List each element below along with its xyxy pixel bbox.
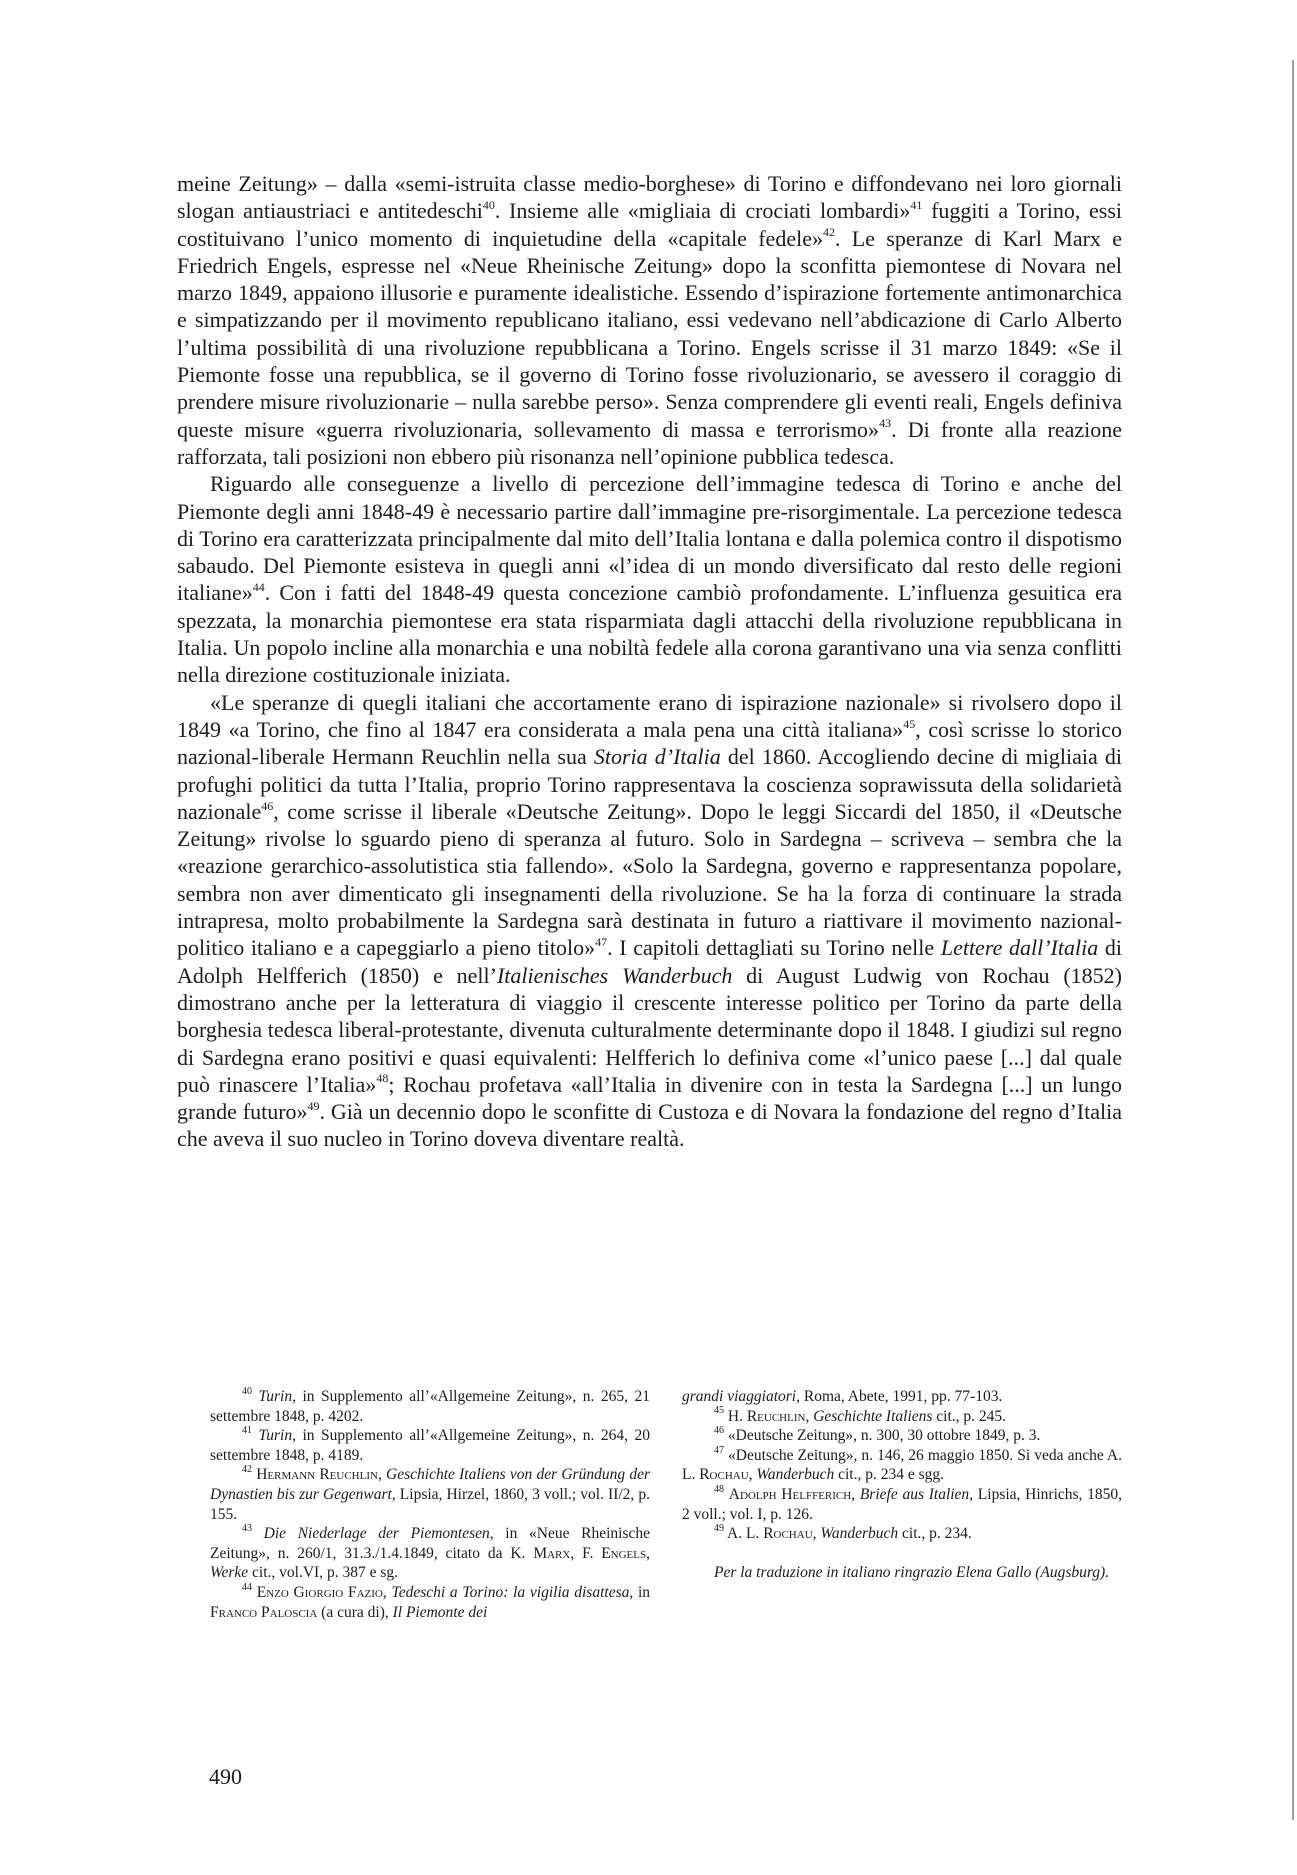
body-paragraph	[177, 689, 1122, 1153]
footnote	[682, 1407, 1122, 1427]
footnote	[682, 1524, 1122, 1544]
text-run: meine Zeitung» – dalla «semi-istruita classe medio-borghese» di Torino e diffondevano nei loro giornali slogan antiaustriaci e antitedeschi	[177, 171, 1122, 224]
footnote-ref: 44	[242, 1581, 252, 1593]
italic-text: grandi viaggiatori	[682, 1388, 797, 1405]
small-caps-text: Franco Paloscia	[210, 1603, 318, 1621]
text-run: , F.	[570, 1544, 602, 1562]
text-run: , Lipsia, Hinrichs, 1850, 2 voll.; vol. I, p. 126.	[682, 1485, 1123, 1523]
footnote	[210, 1524, 650, 1583]
text-run: , in Supplemento all’«Allgemeine Zeitung», n. 265, 21 settembre 1848, p. 4202.	[210, 1388, 650, 1425]
footnote-ref: 46	[261, 798, 274, 813]
text-run: , così scrisse lo storico nazional-liberale Hermann Reuchlin nella sua	[177, 716, 1122, 770]
page-edge-line	[1292, 60, 1294, 1820]
text-run: . Già un decennio dopo le sconfitte di Custoza e di Novara la fondazione del regno d’Italia che aveva il suo nucleo in Torino doveva diventare realtà.	[177, 1099, 1122, 1152]
text-run: di Adolph Helfferich (1850) e nell’	[177, 935, 1122, 988]
text-run: . Insieme alle «migliaia di crociati lombardi»	[494, 198, 911, 224]
text-run: fuggiti a Torino, essi costituivano l’unico momento di inquietudine della «capitale fedele»	[177, 198, 1123, 251]
footnote-ref: 42	[822, 225, 835, 240]
text-run: ,	[646, 1544, 650, 1562]
footnote-ref: 47	[714, 1444, 724, 1456]
italic-text: Briefe aus Italien	[859, 1485, 970, 1503]
text-run: A. L.	[724, 1525, 764, 1543]
footnote-ref: 41	[910, 197, 923, 212]
italic-text: Tedeschi a Torino: la vigilia disattesa	[391, 1583, 630, 1601]
small-caps-text: Engels	[601, 1544, 647, 1562]
text-run: . Con i fatti del 1848-49 questa concezione cambiò profondamente. L’influenza gesuitica era spezzata, la monarchia piemontese era stata risparmiata dagli attacchi della rivoluzione repubblicana in Italia. Un popolo incline alla monarchia e una nobiltà fedele alla corona garantivano una via senza conflitti nella direzione costituzionale iniziata.	[177, 580, 1122, 688]
footnotes-right-list	[682, 1387, 1122, 1544]
small-caps-text: Adolph Helfferich	[728, 1485, 852, 1503]
small-caps-text: Hermann Reuchlin	[256, 1466, 378, 1484]
text-run: , come scrisse il liberale «Deutsche Zeitung». Dopo le leggi Siccardi del 1850, il «Deutsche Zeitung» rivolse lo sguardo pieno di speranza al futuro. Solo in Sardegna – scriveva – sembra che la «reazione gerarchico-assolutistica stia fallendo». «Solo la Sardegna, governo e rappresentanza popolare, sembra non aver dimenticato gli insegnamenti della rivoluzione. Se ha la forza di continuare la strada intrapresa, molto probabilmente la Sardegna sarà destinata in futuro a riattivare il movimento nazional-politico italiano e a capeggiarlo a pieno titolo»	[177, 798, 1122, 961]
body-paragraph	[177, 170, 1122, 470]
text-run: H.	[724, 1407, 747, 1425]
footnote	[210, 1465, 650, 1524]
text-run: di August Ludwig von Rochau (1852) dimostrano anche per la letteratura di viaggio il crescente interesse politico per Torino da parte della borghesia tedesca liberal-protestante, divenuta culturalmente determinante dopo il 1848. I giudizi sul regno di Sardegna erano positivi e quasi equivalenti: Helfferich lo definiva come «l’unico paese [...] dal quale può rinascere l’Italia»	[177, 962, 1122, 1097]
footnote-ref: 43	[242, 1523, 252, 1534]
text-run: . Le speranze di Karl Marx e Friedrich Engels, espresse nel «Neue Rheinische Zeitung» dopo la sconfitta piemontese di Novara nel marzo 1849, appaiono illusorie e puramente idealistiche. Essendo d’ispirazione fortemente antimonarchica e simpatizzando per il movimento republicano italiano, essi vedevano nell’abdicazione di Carlo Alberto l’ultima possibilità di una rivoluzione repubblicana a Torino. Engels scrisse il 31 marzo 1849: «Se il Piemonte fosse una repubblica, se il governo di Torino fosse rivoluzionario, se avessero il coraggio di prendere misure rivoluzionarie – nulla sarebbe perso». Senza comprendere gli eventi reali, Engels definiva queste misure «guerra rivoluzionaria, sollevamento di massa e terrorismo»	[177, 225, 1122, 442]
text-run: , in	[629, 1583, 651, 1601]
italic-text: Turin	[258, 1388, 293, 1405]
footnote-ref: 49	[714, 1523, 724, 1534]
text-run: . I capitoli dettagliati su Torino nelle	[607, 935, 941, 961]
footnotes-left-column	[210, 1387, 650, 1622]
footnote-ref: 47	[595, 934, 608, 949]
italic-text: Il Piemonte dei	[392, 1603, 488, 1621]
text-run: ,	[812, 1525, 821, 1543]
body-paragraph	[177, 470, 1122, 688]
text-run: ,	[748, 1466, 757, 1484]
footnote	[682, 1446, 1122, 1485]
text-run: ,	[377, 1466, 387, 1484]
italic-text: Geschichte Italiens	[813, 1407, 933, 1425]
italic-text: Lettere dall’Italia	[940, 935, 1099, 961]
text-run: cit., p. 234.	[898, 1525, 972, 1543]
text-run: , in Supplemento all’«Allgemeine Zeitung», n. 264, 20 settembre 1848, p. 4189.	[210, 1427, 650, 1464]
footnote-ref: 48	[714, 1483, 724, 1495]
italic-text: Die Niederlage der Piemontesen	[263, 1525, 490, 1543]
footnote-ref: 40	[482, 197, 495, 212]
footnote-ref: 44	[252, 580, 265, 595]
text-run: ,	[851, 1485, 860, 1503]
footnote	[682, 1426, 1122, 1446]
page-number: 490	[209, 1764, 242, 1789]
italic-text: Turin	[258, 1427, 293, 1445]
text-run: , Roma, Abete, 1991, pp. 77-103.	[796, 1388, 1003, 1405]
italic-text: Italienisches Wanderbuch	[496, 962, 733, 988]
text-run: «Deutsche Zeitung», n. 300, 30 ottobre 1849, p. 3.	[724, 1427, 1041, 1445]
text-run: «Le speranze di quegli italiani che accortamente erano di ispirazione nazionale» si rivolsero dopo il 1849 «a Torino, che fino al 1847 era considerata a mala pena una città italiana»	[177, 689, 1122, 742]
footnote-ref: 45	[903, 716, 916, 731]
footnote	[210, 1583, 650, 1622]
footnote	[682, 1485, 1122, 1524]
small-caps-text: Enzo Giorgio Fazio	[256, 1583, 383, 1601]
italic-text: Geschichte Italiens von der Gründung der Dynastien bis zur Gegenwart	[210, 1466, 650, 1503]
footnote-ref: 40	[242, 1385, 252, 1397]
translation-note: Per la traduzione in italiano ringrazio Elena Gallo (Augsburg).	[714, 1563, 1110, 1581]
text-run: . Di fronte alla reazione rafforzata, tali posizioni non ebbero più risonanza nell’opinione pubblica tedesca.	[177, 416, 1122, 469]
text-run: del 1860. Accogliendo decine di migliaia di profughi politici da tutta l’Italia, proprio Torino rappresentava la coscienza soprawissuta della solidarietà nazionale	[177, 744, 1122, 824]
footnote-ref: 48	[376, 1071, 389, 1086]
footnotes	[210, 1387, 1122, 1622]
text-run: «Deutsche Zeitung», n. 146, 26 maggio 1850. Si veda anche A. L.	[682, 1446, 1122, 1484]
text-run	[252, 1525, 264, 1542]
text-run: Riguardo alle conseguenze a livello di percezione dell’immagine tedesca di Torino e anche del Piemonte degli anni 1848-49 è necessario partire dall’immagine pre-risorgimentale. La percezione tedesca di Torino era caratterizzata principalmente dal mito dell’Italia lontana e dalla polemica contro il dispotismo sabaudo. Del Piemonte esisteva in quegli anni «l’idea di un mondo diversificato dal resto delle regioni italiane»	[177, 471, 1122, 606]
italic-text: Storia d’Italia	[593, 744, 721, 770]
footnote	[210, 1426, 650, 1465]
small-caps-text: Rochau	[699, 1466, 749, 1484]
text-run: ; Rochau profetava «all’Italia in divenire con in testa la Sardegna [...] un lungo grande futuro»	[177, 1071, 1122, 1125]
footnotes-right-column	[682, 1387, 1122, 1622]
footnote-ref: 43	[879, 416, 892, 431]
footnote-ref: 45	[714, 1405, 724, 1417]
footnote-ref: 41	[242, 1425, 252, 1437]
text-run: cit., p. 245.	[932, 1407, 1007, 1425]
small-caps-text: Rochau	[763, 1525, 813, 1543]
text-run: , in «Neue Rheinische Zeitung», n. 260/1, 31.3./1.4.1849, citato da K.	[210, 1525, 651, 1562]
footnote	[210, 1387, 650, 1426]
footnote	[682, 1387, 1122, 1407]
text-run: cit., p. 234 e sgg.	[834, 1466, 944, 1484]
text-run: , Lipsia, Hirzel, 1860, 3 voll.; vol. II/2, p. 155.	[210, 1485, 650, 1523]
text-run: ,	[382, 1583, 392, 1601]
small-caps-text: Reuchlin	[746, 1407, 806, 1425]
text-run: cit., vol.VI, p. 387 e sg.	[248, 1564, 398, 1582]
italic-text: Wanderbuch	[756, 1466, 835, 1484]
text-run: (a cura di),	[317, 1603, 393, 1621]
small-caps-text: Marx	[533, 1544, 571, 1562]
footnote-ref: 46	[714, 1425, 724, 1437]
italic-text: Werke	[210, 1564, 249, 1582]
footnote-ref: 42	[242, 1464, 252, 1476]
footnote-ref: 49	[307, 1098, 320, 1113]
italic-text: Wanderbuch	[820, 1525, 899, 1543]
main-body-text	[177, 170, 1122, 1153]
text-run: ,	[805, 1407, 814, 1425]
